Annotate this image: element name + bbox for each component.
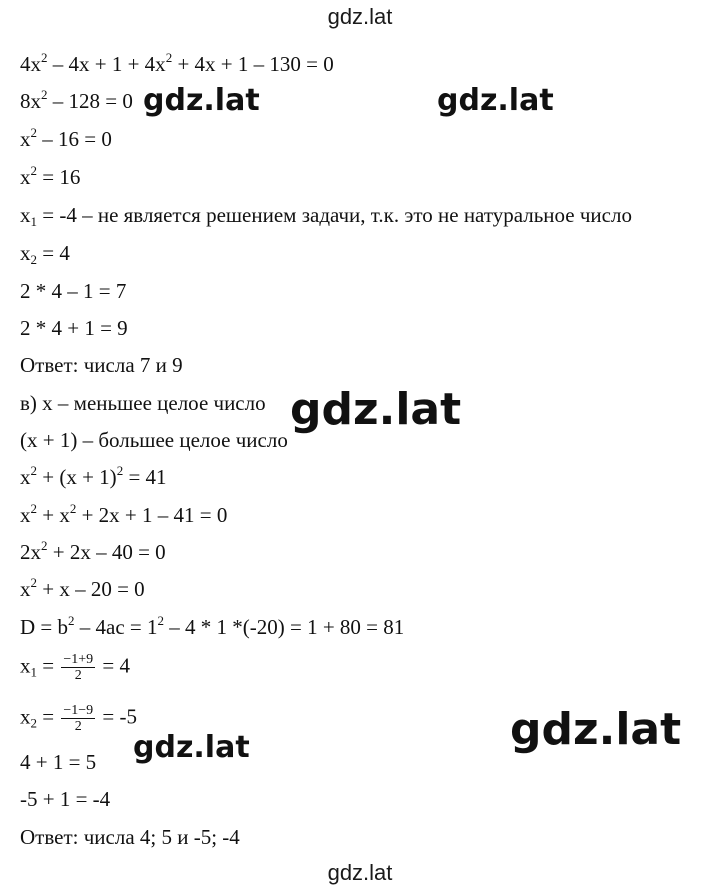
equation-line-13: $x^2 + x^2 + 2x + 1 - 41 = 0$ xyxy=(20,501,228,527)
equation-line-15: $x^2 + x - 20 = 0$ xyxy=(20,575,145,601)
footer-site-label: gdz.lat xyxy=(327,860,393,885)
discriminant-line: $D = b^2 - 4ac = 1^2 - 4 * 1$ *(-20) = 1 + 80 = 81 xyxy=(20,613,405,639)
root-2-line: $x_2 = 4$ xyxy=(20,241,70,267)
calc-line-7: 2 * 4 – 1 = 7 xyxy=(20,279,127,303)
root-x1-fraction-line: $x_1$ = $\frac{-1+9}{2}$ = 4 xyxy=(20,652,130,683)
answer-line-1: Ответ: числа 7 и 9 xyxy=(20,353,183,377)
equation-line-14: $2x^2 + 2x - 40 = 0$ xyxy=(20,538,166,564)
equation-line-4: $x^2 = 16$ xyxy=(20,163,81,189)
fraction: $\frac{-1+9}{2}$ xyxy=(63,652,94,683)
calc-line-20: -5 + 1 = -4 xyxy=(20,787,111,811)
equation-line-3: $x^2 - 16 = 0$ xyxy=(20,125,112,151)
calc-line-19: 4 + 1 = 5 xyxy=(20,750,97,774)
equation-line-1: $4x^2 - 4x + 1 + 4x^2 + 4x + 1 - 130 = 0$ xyxy=(20,50,334,76)
watermark-logo: gdz.lat xyxy=(133,730,250,765)
equation-line-2: $8x^2 - 128 = 0$ xyxy=(20,87,133,113)
larger-number-line: (x + 1) – большее целое число xyxy=(20,428,288,452)
watermark-logo: gdz.lat xyxy=(143,83,260,118)
answer-line-2: Ответ: числа 4; 5 и -5; -4 xyxy=(20,825,240,849)
header-site-label: gdz.lat xyxy=(327,4,393,29)
root-x2-fraction-line: $x_2$ = $\frac{-1-9}{2}$ = -5 xyxy=(20,703,137,734)
root-1-line: $x_1 = -4$ – не является решением задачи, т.к. это не натуральное число xyxy=(20,203,632,229)
fraction: $\frac{-1-9}{2}$ xyxy=(63,703,94,734)
calc-line-8: 2 * 4 + 1 = 9 xyxy=(20,316,128,340)
watermark-logo: gdz.lat xyxy=(510,704,682,755)
watermark-logo: gdz.lat xyxy=(437,83,554,118)
part-v-intro-line: в) x – меньшее целое число xyxy=(20,391,266,415)
watermark-logo: gdz.lat xyxy=(290,384,462,435)
equation-line-12: $x^2 + (x + 1)^2 = 41$ xyxy=(20,463,167,489)
